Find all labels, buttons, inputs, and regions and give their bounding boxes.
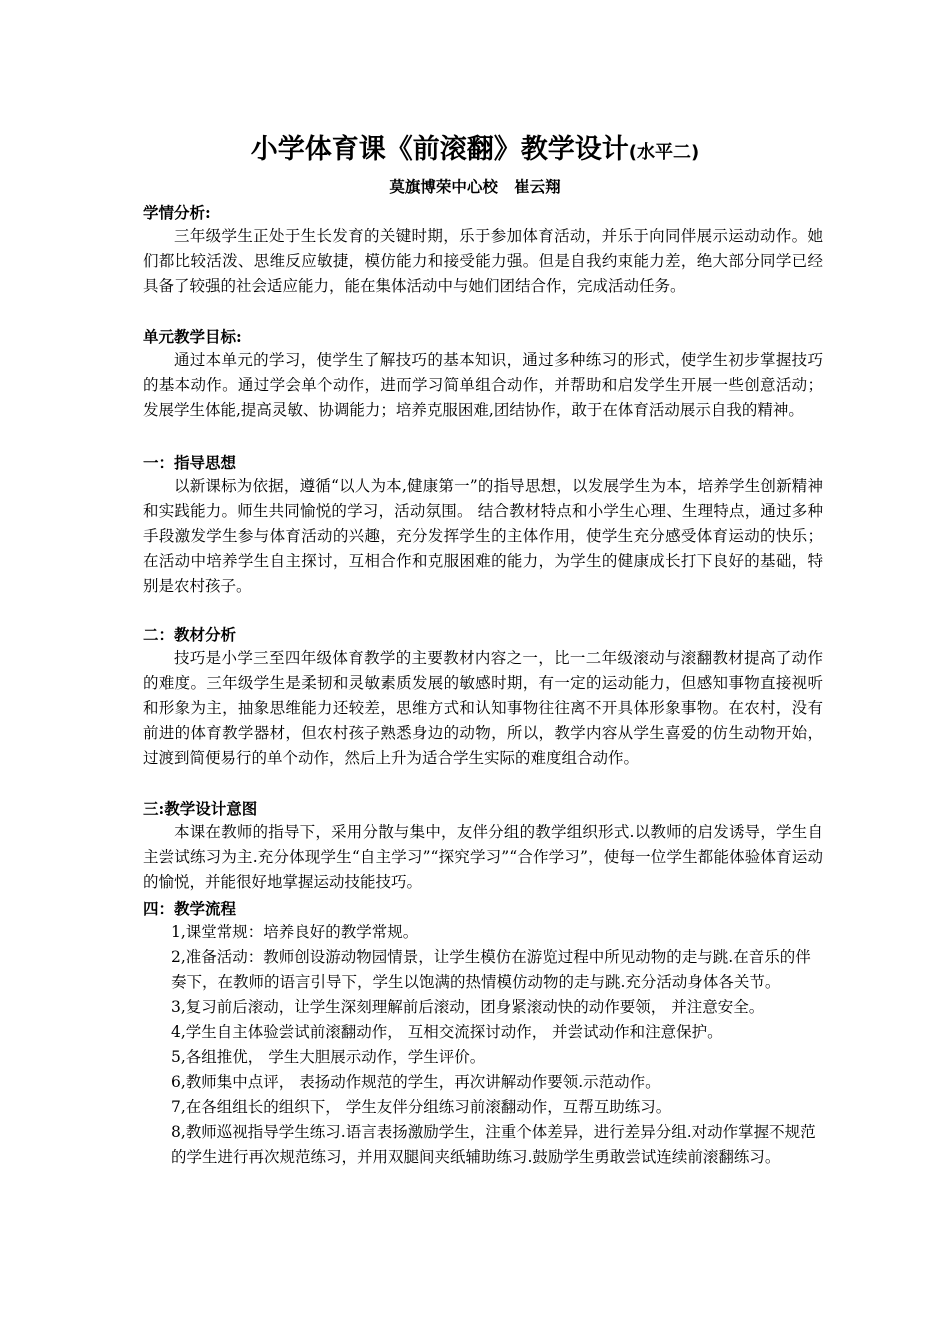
section-design-intent <box>143 798 823 895</box>
process-item: 4,学生自主体验尝试前滚翻动作， 互相交流探讨动作， 并尝试动作和注意保护。 <box>171 1023 723 1041</box>
process-item: 1,课堂常规：培养良好的教学常规。 <box>171 923 419 941</box>
section-teaching-process <box>143 898 823 1170</box>
author-line: 莫旗博荣中心校 崔云翔 <box>389 177 561 196</box>
title-suffix: (水平二) <box>628 142 700 163</box>
process-item: 7,在各组组长的组织下， 学生友伴分组练习前滚翻动作，互帮互助练习。 <box>171 1098 672 1116</box>
section-paragraph: 三年级学生正处于生长发育的关键时期，乐于参加体育活动，并乐于向同伴展示运动动作。她们都比较活泼、思维反应敏捷，模仿能力和接受能力强。但是自我约束能力差，绝大部分同学已经具备了较强的社会适应能力，能在集体活动中与她们团结合作，完成活动任务。 <box>143 227 823 295</box>
section-material-analysis <box>143 624 823 771</box>
section-paragraph: 通过本单元的学习，使学生了解技巧的基本知识，通过多种练习的形式，使学生初步掌握技巧的基本动作。通过学会单个动作，进而学习简单组合动作，并帮助和启发学生开展一些创意活动；发展学生体能,提高灵敏、协调能力；培养克服困难,团结协作，敢于在体育活动展示自我的精神。 <box>143 351 823 419</box>
section-paragraph: 本课在教师的指导下，采用分散与集中，友伴分组的教学组织形式.以教师的启发诱导，学生自主尝试练习为主.充分体现学生“自主学习”“探究学习”“合作学习”，使每一位学生都能体验体育运动的愉悦，并能很好地掌握运动技能技巧。 <box>143 823 823 891</box>
section-paragraph: 技巧是小学三至四年级体育教学的主要教材内容之一，比一二年级滚动与滚翻教材提高了动作的难度。三年级学生是柔韧和灵敏素质发展的敏感时期，有一定的运动能力，但感知事物直接视听和形象为主，抽象思维能力还较差，思维方式和认知事物往往离不开具体形象事物。在农村，没有前进的体育教学器材，但农村孩子熟悉身边的动物，所以，教学内容从学生喜爱的仿生动物开始，过渡到简便易行的单个动作，然后上升为适合学生实际的难度组合动作。 <box>143 649 823 767</box>
section-heading: 学情分析: <box>143 203 211 222</box>
section-heading: 二：教材分析 <box>143 625 237 644</box>
process-list <box>143 920 823 1170</box>
section-paragraph: 以新课标为依据，遵循“以人为本,健康第一”的指导思想，以发展学生为本，培养学生创新精神和实践能力。师生共同愉悦的学习，活动氛围。 结合教材特点和小学生心理、生理特点，通过多种手段激发学生参与体育活动的兴趣，充分发挥学生的主体作用，使学生充分感受体育运动的快乐；在活动中培养学生自主探讨，互相合作和克服困难的能力，为学生的健康成长打下良好的基础，特别是农村孩子。 <box>143 477 823 595</box>
process-item: 5,各组推优， 学生大胆展示动作，学生评价。 <box>171 1048 486 1066</box>
section-heading: 一：指导思想 <box>143 453 237 472</box>
process-item: 8,教师巡视指导学生练习.语言表扬激励学生，注重个体差异，进行差异分组.对动作掌握不规范的学生进行再次规范练习，并用双腿间夹纸辅助练习.鼓励学生勇敢尝试连续前滚翻练习。 <box>171 1123 816 1166</box>
process-item: 3,复习前后滚动，让学生深刻理解前后滚动，团身紧滚动快的动作要领， 并注意安全。 <box>171 998 765 1016</box>
section-heading: 四：教学流程 <box>143 899 237 918</box>
section-heading: 单元教学目标: <box>143 327 242 346</box>
process-item: 2,准备活动：教师创设游动物园情景，让学生模仿在游览过程中所见动物的走与跳.在音乐的伴奏下，在教师的语言引导下，学生以饱满的热情模仿动物的走与跳.充分活动身体各关节。 <box>171 948 811 991</box>
section-student-analysis <box>143 202 823 299</box>
section-guiding-ideology <box>143 452 823 599</box>
section-unit-goals <box>143 326 823 423</box>
title-main: 小学体育课《前滚翻》教学设计 <box>250 134 629 165</box>
section-heading: 三:教学设计意图 <box>143 799 258 818</box>
document-title <box>0 130 950 173</box>
process-item: 6,教师集中点评， 表扬动作规范的学生，再次讲解动作要领.示范动作。 <box>171 1073 661 1091</box>
